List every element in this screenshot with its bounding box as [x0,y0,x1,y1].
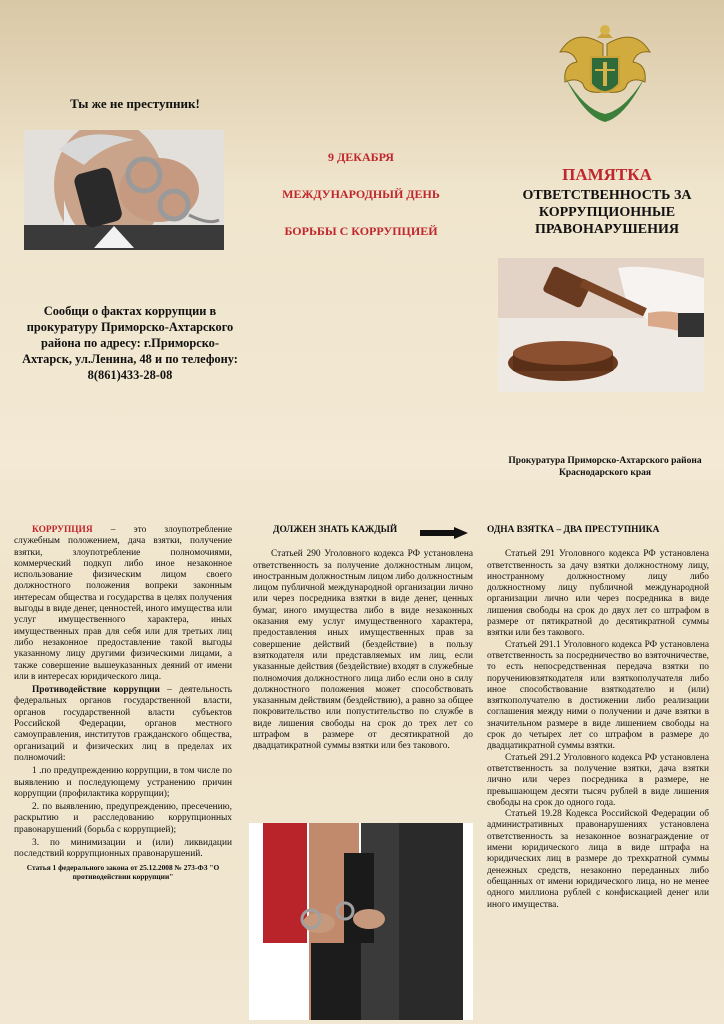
photo-man-handcuffed-phone [24,130,224,250]
slogan: Ты же не преступник! [70,96,200,111]
corruption-definition [14,525,232,683]
counter-corruption-definition [14,685,232,764]
corruption-definition-text: – это злоупотребление служебным положением, дача взятки, получение взятки, злоупотребление полномочиями, коммерческий подкуп либо иное незаконное использование физическим лицом своего должностного положения вопреки законным интересам общества и государства в целях получения выгоды в виде денег, ценностей, иного имущества или услуг имущественного характера, иных имущественных прав для себя или для третьих лиц либо незаконное предоставление такой выгоды указанному лицу другими физическими лицами, а также совершение вышеуказанных деяний от имени или в интересах юридического лица. [14,525,232,682]
date-line: МЕЖДУНАРОДНЫЙ ДЕНЬ [282,187,440,201]
prosecutor-emblem-icon [555,22,655,127]
photo-judge-gavel [498,258,704,392]
one-bribe-heading: ОДНА ВЗЯТКА – ДВА ПРЕСТУПНИКА [487,525,660,535]
list-item: 2. по выявлению, предупреждению, пресечению, раскрытию и расследованию коррупционных правонарушений (борьба с коррупцией); [14,802,232,835]
prosecutor-office-name: Прокуратура Приморско-Ахтарского района Краснодарского края [508,456,702,478]
must-know-column [253,525,473,753]
one-bribe-column [487,525,709,911]
counter-corruption-term: Противодействие коррупции [32,685,160,696]
article-paragraph: Статьей 19.28 Кодекса Российской Федерации об административных правонарушениях установлена ответственность за незаконное вознаграждение от имени юридического лица в виде штрафа на юридических лиц в размере до трехкратной суммы денежных средств, незаконно переданных либо обещанных от имени юридического лица, но не менее одного миллиона рублей с конфискацией денег или иного имущества. [487,809,709,910]
article-paragraph: Статьей 291 Уголовного кодекса РФ установлена ответственность за дачу взятки должностному лицу, иностранному должностному лицу либо должностному лицу публичной международной организации лично или через посредника в виде лишения свободы на срок до двух лет со штрафом в размере от пятикратной до десятикратной суммы взятки или без такового. [487,549,709,639]
date-line: БОРЬБЫ С КОРРУПЦИЕЙ [284,224,438,238]
memo-subtitle: ОТВЕТСТВЕННОСТЬ ЗА КОРРУПЦИОННЫЕ ПРАВОНАРУШЕНИЯ [522,188,692,237]
article-290-text: Статьей 290 Уголовного кодекса РФ установлена ответственность за получение должностным лицом, иностранным должностным лицом либо должностным лицом публичной международной организации лично или через посредника взятки в виде денег, ценных бумаг, иного имущества либо в виде незаконных оказания ему услуг имущественного характера, предоставления иных имущественных прав за совершение действий (бездействие) в пользу взяткодателя или представляемых им лиц, если указанные действия (бездействие) входят в служебные полномочия должностного лица либо если оно в силу должностного положения может способствовать указанным действиям (бездействию), а равно за общее покровительство или попустительство по службе в виде лишения свободы на срок до трех лет со штрафом в размере от десятикратной до двадцатикратной суммы взятки или без такового. [253,549,473,752]
corruption-definition-column [14,525,232,881]
list-item: 3. по минимизации и (или) ликвидации последствий коррупционных правонарушений. [14,838,232,860]
arrow-right-icon [420,527,468,539]
article-paragraph: Статьей 291.1 Уголовного кодекса РФ установлена ответственность за посредничество во взяточничестве, то есть непосредственная передача взятки по поручениювзяткодателя или взяткополучателя либо иное способствование взяткодателю и (или) взяткополучателю в достижении либо реализации соглашения между ними о получении и даче взятки в значительном размере в виде лишением свободы на срок до четырех лет со штрафом в размере до двадцатикратной суммы взятки. [487,639,709,752]
photo-handcuffed-hands [249,823,473,1020]
corruption-term: КОРРУПЦИЯ [32,525,93,535]
law-source: Статья 1 федерального закона от 25.12.2008 № 273-ФЗ "О противодействии коррупции" [26,862,220,881]
memo-word: ПАМЯТКА [562,165,652,184]
article-paragraph: Статьей 291.2 Уголовного кодекса РФ установлена ответственность за получение взятки, дача взятки лично или через посредника в размере, не превышающем десяти тысяч рублей в виде лишения свободы на срок до одного года. [487,752,709,808]
list-item: 1 .по предупреждению коррупции, в том числе по выявлению и последующему устранению причин коррупции (профилактика коррупции); [14,766,232,799]
date-line: 9 ДЕКАБРЯ [328,150,394,164]
memo-title-block [496,165,718,238]
counter-corruption-text: – деятельность федеральных органов государственной власти, органов государственной власти субъектов Российской Федерации, органов местного самоуправления, институтов гражданского общества, организаций и физических лиц в пределах их полномочий: [14,685,232,763]
report-contact-text: Сообщи о фактах коррупции в прокуратуру Приморско-Ахтарского района по адресу: г.Приморско-Ахтарск, ул.Ленина, 48 и по телефону: 8(861)433-28-08 [22,304,238,382]
anticorruption-day-title [256,150,466,261]
must-know-heading: ДОЛЖЕН ЗНАТЬ КАЖДЫЙ [273,525,398,535]
